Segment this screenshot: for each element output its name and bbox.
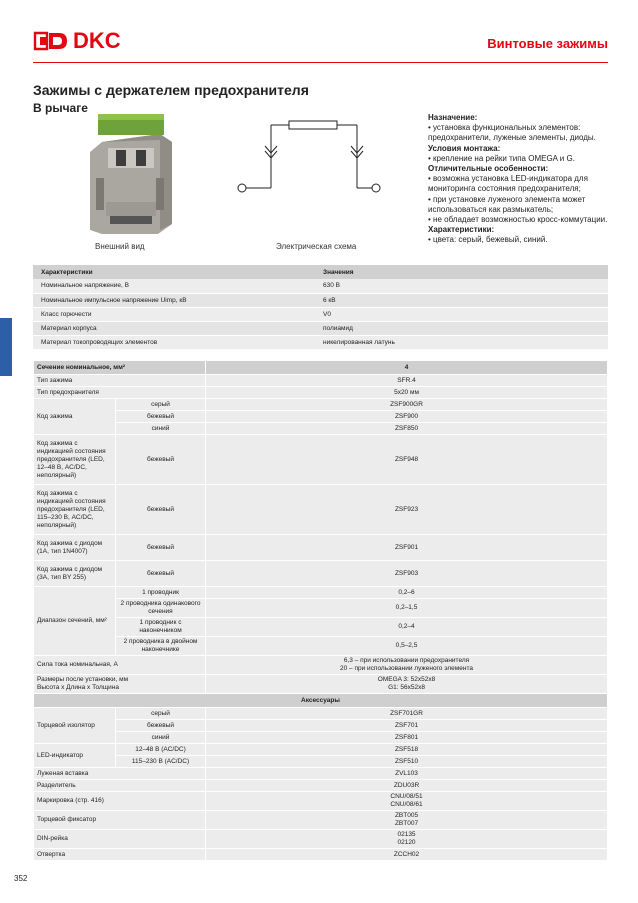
table-row: Торцевой изолятор серый ZSF701GR xyxy=(34,708,608,720)
specs-head-value: Значения xyxy=(315,265,608,279)
table-row: Тип предохранителя 5х20 мм xyxy=(34,387,608,399)
dkc-logo xyxy=(33,30,121,52)
desc-feature-1: • возможна установка LED-индикатора для мониторинга состояния предохранителя; xyxy=(428,174,588,194)
table-row: бежевый ZSF900 xyxy=(34,411,608,423)
table-row: бежевый ZSF701 xyxy=(34,720,608,732)
desc-features-heading: Отличительные особенности: xyxy=(428,164,549,174)
table-row: Маркировка (стр. 416) CNU/08/51 CNU/08/61 xyxy=(34,792,608,811)
desc-mount-heading: Условия монтажа: xyxy=(428,143,501,153)
product-table xyxy=(33,360,608,861)
table-row: Торцевой фиксатор ZBT005 ZBT007 xyxy=(34,811,608,830)
table-row: Луженая вставка ZVL103 xyxy=(34,768,608,780)
table-row: Тип зажима SFR.4 xyxy=(34,375,608,387)
table-row: Сила тока номинальная, А 6,3 – при использовании предохранителя 20 – при использовании луженого элемента xyxy=(34,656,608,675)
desc-feature-3: • не обладает возможностью кросс-коммутации. xyxy=(428,215,608,225)
caption-photo: Внешний вид xyxy=(95,242,145,251)
table-row: Код зажима с диодом (1А, тип 1N4007) бежевый ZSF901 xyxy=(34,535,608,561)
page-number: 352 xyxy=(14,874,28,883)
table-row: Номинальное импульсное напряжение Uimp, кВ 6 кВ xyxy=(33,293,608,307)
table-row: Материал корпуса полиамид xyxy=(33,321,608,335)
terminal-block-image xyxy=(80,112,180,240)
desc-feature-2: • при установке луженого элемента может использоваться как размыкатель; xyxy=(428,194,586,214)
header-divider xyxy=(33,62,608,63)
table-row: Код зажима серый ZSF900GR xyxy=(34,399,608,411)
table-row: Класс горючести V0 xyxy=(33,307,608,321)
table-row: 115–230 В (AC/DC) ZSF510 xyxy=(34,756,608,768)
page-title: Зажимы с держателем предохранителя xyxy=(33,82,309,98)
accessories-head: Аксессуары xyxy=(34,694,608,708)
dkc-logo-mark-icon xyxy=(33,31,69,51)
product-description xyxy=(428,113,610,246)
table-row: Диапазон сечений, мм² 1 проводник 0,2–6 xyxy=(34,587,608,599)
table-row: Номинальное напряжение, В 630 В xyxy=(33,279,608,293)
specs-table xyxy=(33,265,608,350)
caption-schema: Электрическая схема xyxy=(276,242,357,251)
table-row: 2 проводника одинакового сечения 0,2–1,5 xyxy=(34,599,608,618)
desc-mount: • крепление на рейки типа OMEGA и G. xyxy=(428,153,575,163)
desc-chars-1: • цвета: серый, бежевый, синий. xyxy=(428,235,548,245)
section-title: Винтовые зажимы xyxy=(487,36,608,51)
table-row: Разделитель ZDU03R xyxy=(34,780,608,792)
table-row: Код зажима с индикацией состояния предохранителя (LED, 115–230 В, AC/DC, неполярный) бежевый ZSF923 xyxy=(34,485,608,535)
desc-chars-heading: Характеристики: xyxy=(428,225,495,235)
side-tab-marker xyxy=(0,318,12,376)
section-head: Сечение номинальное, мм² xyxy=(34,361,206,375)
table-row: DIN-рейка 02135 02120 xyxy=(34,830,608,849)
logo-text: DKC xyxy=(73,28,121,53)
table-row: Код зажима с диодом (3А, тип BY 255) бежевый ZSF903 xyxy=(34,561,608,587)
table-row: 1 проводник с наконечником 0,2–4 xyxy=(34,618,608,637)
table-row: синий ZSF850 xyxy=(34,423,608,435)
page-subtitle: В рычаге xyxy=(33,101,88,115)
section-value: 4 xyxy=(206,361,608,375)
electrical-schema-diagram xyxy=(233,112,383,202)
desc-purpose: • установка функциональных элементов: предохранители, луженые элементы, диоды. xyxy=(428,123,596,143)
table-row: синий ZSF801 xyxy=(34,732,608,744)
table-row: 2 проводника в двойном наконечнике 0,5–2,5 xyxy=(34,637,608,656)
table-row: Отвертка ZCCH02 xyxy=(34,849,608,861)
table-row: Материал токопроводящих элементов никелированная латунь xyxy=(33,335,608,349)
specs-head-name: Характеристики xyxy=(33,265,315,279)
desc-purpose-heading: Назначение: xyxy=(428,113,478,122)
table-row: Код зажима с индикацией состояния предохранителя (LED, 12–48 В, AC/DC, неполярный) бежевый ZSF948 xyxy=(34,435,608,485)
table-row: LED-индикатор 12–48 В (AC/DC) ZSF518 xyxy=(34,744,608,756)
table-row: Размеры после установки, мм Высота x Длина x Толщина OMEGA 3: 52x52x8 G1: 56x52x8 xyxy=(34,675,608,694)
